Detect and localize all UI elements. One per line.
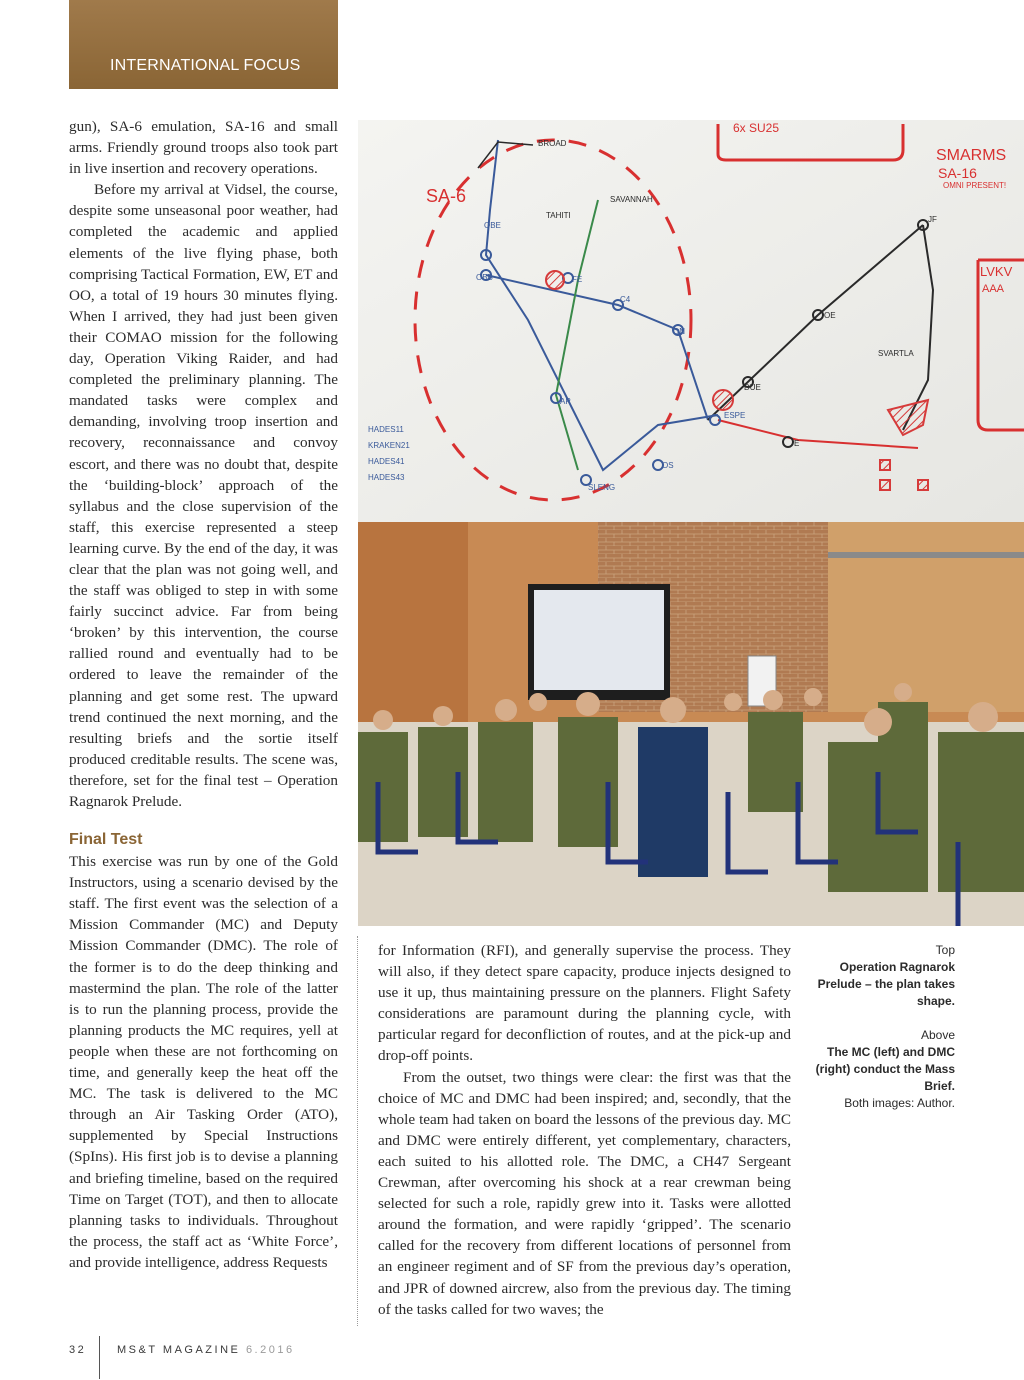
issue-number: 6.2016 [245, 1344, 295, 1356]
caption-above-text: The MC (left) and DMC (right) conduct the Mass Brief. [815, 1045, 955, 1093]
wb-label-broad: BROAD [538, 139, 567, 148]
wb-label-smarms: SMARMS [936, 147, 1007, 164]
wb-label-tahiti: TAHITI [546, 211, 571, 220]
wb-label-on: ON [673, 327, 685, 336]
column-divider [357, 936, 358, 1326]
wb-label-sa16: SA-16 [938, 165, 977, 181]
paragraph: gun), SA-6 emulation, SA-16 and small arms. Friendly ground troops also took part in live insertion and recovery operations. [69, 118, 338, 178]
wb-label-e: E [794, 439, 800, 448]
article-column-2 [378, 940, 791, 1320]
section-label: INTERNATIONAL FOCUS [110, 57, 301, 74]
wb-label-count: 6x SU25 [733, 121, 780, 135]
wb-label-sa6: SA-6 [426, 186, 467, 206]
photo-credit: Both images: Author. [844, 1096, 955, 1110]
wb-label-jf: JF [928, 215, 937, 224]
paragraph: This exercise was run by one of the Gold Instructors, using a scenario devised by the staff. The first event was the selection of a Mission Commander (MC) and Deputy Mission Commander (DMC). The role of the former is to do the deep thinking and mastermind the plan. The role of the latter is to run the planning process, provide the planning products the MC requires, yell at people when these are not forthcoming on time, and generally keep the heat off the MC. The task is delivered to the MC through an Air Tasking Order (ATO), supplemented by Special Instructions (SpIns). His first job is to devise a planning and briefing timeline, based on the required Time on Target (TOT), and then to allocate planning tasks to individuals. Throughout the process, the staff act as ‘White Force’, and provide intelligence, address Requests [69, 853, 338, 1271]
caption-label-top: Top [935, 943, 955, 957]
photo-caption [810, 942, 955, 1112]
wb-label-fe: FE [572, 275, 583, 284]
wb-label-ap: AP [560, 397, 571, 406]
wb-label-aaa: AAA [982, 283, 1005, 295]
wb-label-hades11: HADES11 [368, 425, 404, 434]
wb-label-kraken21: KRAKEN21 [368, 441, 410, 450]
wb-label-obb: OBB [476, 273, 493, 282]
wb-label-hades41: HADES41 [368, 457, 405, 466]
whiteboard-photo [358, 120, 1024, 522]
paragraph: From the outset, two things were clear: the first was that the choice of MC and DMC had been inspired; and, secondly, that the whole team had taken on board the lessons of the previous day. MC and DMC were entirely different, yet complementary, characters, each suited to his allotted role. The DMC, a CH47 Sergeant Crewman, after overcoming his shock at a rear crewman being selected for such a role, rapidly grew into it. Tasks were allotted around the formation, and were rapidly ‘gripped’. The scenario called for the recovery from different locations of personnel from an engineer regiment and of SF from the previous day’s operation, and JPR of downed aircrew, also from the previous day. The timing of the tasks called for two waves; the [378, 1068, 791, 1318]
wb-label-sleng: SLENG [588, 483, 616, 492]
wb-label-svartla: SVARTLA [878, 349, 914, 358]
wb-label-due: DUE [744, 383, 761, 392]
footer-divider [99, 1336, 100, 1379]
wb-label-c4: C4 [620, 295, 631, 304]
wb-label-hades43: HADES43 [368, 473, 405, 482]
article-column-1 [69, 116, 338, 1273]
caption-top-text: Operation Ragnarok Prelude – the plan takes shape. [817, 960, 955, 1008]
briefing-room-photo [358, 522, 1024, 926]
wb-label-lvkv: LVKV [980, 264, 1013, 279]
paragraph: Before my arrival at Vidsel, the course, despite some unseasonal poor weather, had completed the academic and applied elements of the live flying phase, both comprising Tactical Formation, EW, ET and OO, a total of 19 hours 30 minutes flying. When I arrived, they had just been given their COMAO mission for the following day, Operation Viking Raider, and had completed the preliminary planning. The mandated tasks were complex and demanding, involving troop insertion and recovery, reconnaissance and convoy escort, and there was no doubt that, despite the ‘building-block’ approach of the syllabus and the close supervision of the staff, this exercise represented a steep learning curve. By the end of the day, it was clear that the plan was not going well, and the staff was obliged to step in with some fairly succinct advice. Far from being ‘broken’ by this intervention, the course rallied round and eventually had to be ordered to leave the remainder of the planning and get some rest. The upward trend continued the next morning, and the resulting briefs and the sortie itself produced creditable results. The scene was, therefore, set for the final test – Operation Ragnarok Prelude. [69, 181, 338, 810]
section-header [69, 0, 338, 89]
magazine-name [117, 1344, 295, 1356]
caption-label-above: Above [920, 1028, 955, 1042]
subheading: Final Test [69, 831, 143, 849]
wb-label-oe: OE [824, 311, 836, 320]
magazine-title: MS&T MAGAZINE [117, 1344, 241, 1356]
wb-label-obe: OBE [484, 221, 501, 230]
briefing-room-illustration [358, 522, 1024, 926]
whiteboard-drawing [358, 120, 1024, 522]
wb-label-savannah: SAVANNAH [610, 195, 653, 204]
wb-label-espe: ESPE [724, 411, 746, 420]
paragraph: for Information (RFI), and generally supervise the process. They will also, if they detect spare capacity, produce injects designed to use it up, thus maintaining pressure on the planners. Flight Safety considerations are paramount during the planning cycle, with particular regard for deconfliction of routes, and at the pick-up and drop-off points. [378, 942, 791, 1065]
wb-label-os: OS [662, 461, 674, 470]
wb-label-omni: OMNI PRESENT! [943, 181, 1007, 190]
page-number: 32 [69, 1344, 87, 1356]
